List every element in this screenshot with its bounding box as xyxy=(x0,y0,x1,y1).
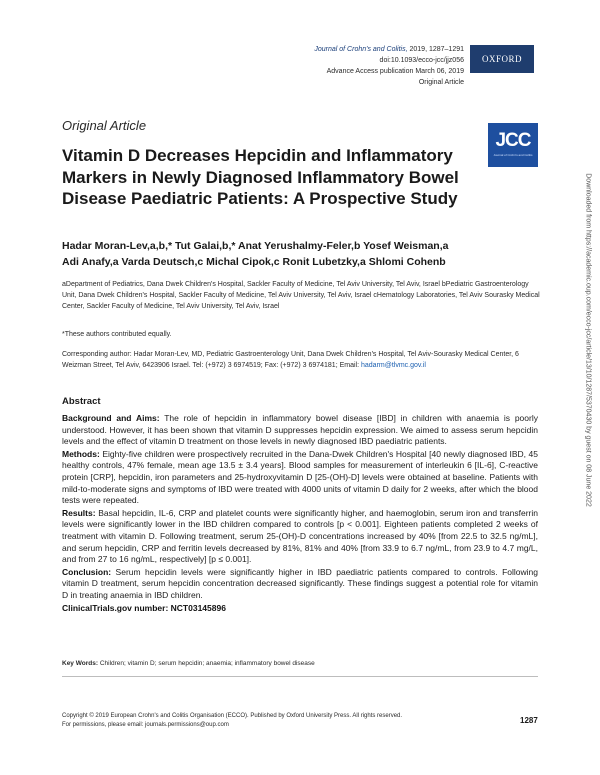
methods-text: Eighty-five children were prospectively recruited in the Dana-Dwek Children's Hospital [40 newly diagnosed IBD, 45 healthy controls, 47% female, mean age 13.5 ± 3.4 years]. Blood samples for measurement of interleukin 6 [IL-6], C-reactive protein [CRP], hepcidin, iron parameters and 25-hydroxyvitamin D [25-(OH)-D] levels were obtained at baseline. Patients with mild-to-moderate signs and symptoms of IBD were treated with 4000 units of vitamin D daily for 2 weeks, after which the blood tests were repeated. xyxy=(62,448,538,506)
page-number: 1287 xyxy=(520,716,538,725)
background-label: Background and Aims: xyxy=(62,413,160,423)
doi[interactable]: doi:10.1093/ecco-jcc/jjz056 xyxy=(379,57,464,64)
keywords-label: Key Words: xyxy=(62,660,98,667)
keywords xyxy=(62,660,538,667)
footer xyxy=(62,712,482,730)
keywords-text: Children; vitamin D; serum hepcidin; anaemia; inflammatory bowel disease xyxy=(99,660,315,667)
citation: 2019, 1287–1291 xyxy=(409,46,464,53)
equal-contribution-note: *These authors contributed equally. xyxy=(62,331,172,338)
abstract-conclusion xyxy=(62,567,538,602)
authors-line-2: Adi Anafy,a Varda Deutsch,c Michal Cipok,c Ronit Lubetzky,a Shlomi Cohenb xyxy=(62,256,446,268)
trials-number: NCT03145896 xyxy=(170,602,226,613)
jcc-logo-subtitle: Journal of Crohn's and Colitis xyxy=(493,153,533,157)
article-title: Vitamin D Decreases Hepcidin and Inflammatory Markers in Newly Diagnosed Inflammatory Bowel Disease Paediatric Patients: A Prospective Study xyxy=(62,146,459,208)
results-text: Basal hepcidin, IL-6, CRP and platelet counts were significantly higher, and haemoglobin, serum iron and transferrin levels were significantly lower in the IBD children compared to controls [p < 0.001]. Eighteen patients completed 2 weeks of treatment with vitamin D. Following treatment, serum 25-(OH)-D concentrations increased by 40% [from 22.5 to 32.5 ng/mL], and serum hepcidin, CRP and ferritin levels decreased by 81%, 81% and 40% [from 33.9 to 6.7 ng/mL, from 23.9 to 4.7 mg/L, and from 27 to 16 ng/mL, respectively] [p ≤ 0.001]. xyxy=(62,507,538,565)
methods-label: Methods: xyxy=(62,448,100,459)
abstract-background xyxy=(62,413,538,448)
article-type: Original Article xyxy=(418,79,464,86)
corresponding-author xyxy=(62,349,540,371)
copyright: Copyright © 2019 European Crohn's and Colitis Organisation (ECCO). Published by Oxford University Press. All rights reserved. xyxy=(62,713,403,719)
jcc-logo xyxy=(488,123,538,167)
corresponding-text: Corresponding author: Hadar Moran-Lev, MD, Pediatric Gastroenterology Unit, Dana Dwek Children's Hospital, Tel Aviv-Sourasky Medical Center, 6 Weizman Street, Tel Aviv, 6423906 Israel. Tel: (+972) 3 6974519; Fax: (+972) 3 6974181; Email: xyxy=(62,351,519,369)
journal-name: Journal of Crohn's and Colitis, xyxy=(314,46,408,53)
download-note-text: Downloaded from https://academic.oup.com/ecco-jcc/article/13/10/1287/5370430 by guest on 08 June 2022 xyxy=(584,173,592,507)
email-link[interactable]: hadarm@tlvmc.gov.il xyxy=(361,362,426,369)
abstract-results xyxy=(62,508,538,566)
section-label: Original Article xyxy=(62,118,147,133)
abstract-heading: Abstract xyxy=(62,396,101,407)
jcc-logo-text: JCC xyxy=(495,130,531,151)
download-note xyxy=(538,173,600,507)
journal-header xyxy=(164,44,464,88)
permissions: For permissions, please email: journals.permissions@oup.com xyxy=(62,722,229,728)
divider xyxy=(62,676,538,677)
affiliations: aDepartment of Pediatrics, Dana Dwek Children's Hospital, Sackler Faculty of Medicine, Tel Aviv University, Tel Aviv, Israel bPediatric Gastroenterology Unit, Dana Dwek Children's Hospital, Sackler Faculty of Medicine, Tel Aviv University, Tel Aviv, Israel cHematology Laboratories, Tel Aviv Sourasky Medical Center, Sackler Faculty of Medicine, Tel Aviv University, Tel Aviv, Israel xyxy=(62,281,540,310)
authors-line-1: Hadar Moran-Lev,a,b,* Tut Galai,b,* Anat Yerushalmy-Feler,b Yosef Weisman,a xyxy=(62,240,449,252)
conclusion-label: Conclusion: xyxy=(62,566,112,577)
abstract-trials xyxy=(62,603,538,615)
abstract-methods xyxy=(62,449,538,507)
trials-label: ClinicalTrials.gov number: xyxy=(62,602,169,613)
abstract-body xyxy=(62,413,538,615)
conclusion-text: Serum hepcidin levels were significantly higher in IBD paediatric patients compared to controls. Following vitamin D treatment, serum hepcidin concentration decreased significantly. These findings suggest a potential role for vitamin D in treating anaemia in IBD children. xyxy=(62,566,538,600)
results-label: Results: xyxy=(62,507,96,518)
advance-access: Advance Access publication March 06, 2019 xyxy=(326,68,464,75)
oxford-logo: OXFORD xyxy=(470,45,534,73)
author-list xyxy=(62,238,542,270)
background-text: The role of hepcidin in inflammatory bowel disease [IBD] in children with anaemia is poorly understood. However, it has been shown that vitamin D suppresses hepcidin expression. We aimed to assess serum hepcidin levels and the effect of vitamin D treatment on those levels in newly diagnosed IBD paediatric patients. xyxy=(62,413,538,447)
